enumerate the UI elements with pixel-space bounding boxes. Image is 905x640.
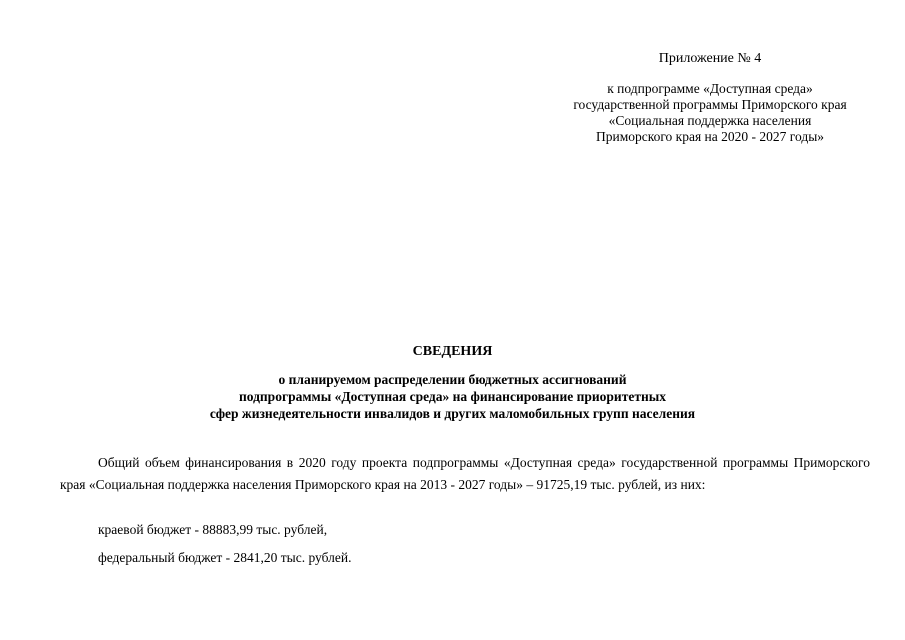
- annex-line: к подпрограмме «Доступная среда»: [607, 81, 813, 96]
- subtitle-line: сфер жизнедеятельности инвалидов и других маломобильных групп населения: [209, 406, 696, 421]
- regional-budget-item: краевой бюджет - 88883,99 тыс. рублей,: [98, 522, 328, 537]
- annex-line: Приморского края на 2020 - 2027 годы»: [595, 129, 825, 144]
- annex-line: государственной программы Приморского края: [573, 97, 847, 112]
- funding-paragraph: [60, 452, 870, 496]
- subtitle-line: подпрограммы «Доступная среда» на финансирование приоритетных: [238, 389, 667, 404]
- federal-budget-item: федеральный бюджет - 2841,20 тыс. рублей.: [98, 550, 352, 565]
- document-subtitle: [0, 371, 905, 422]
- annex-line: «Социальная поддержка населения: [608, 113, 812, 128]
- document-title: СВЕДЕНИЯ: [412, 344, 493, 359]
- subtitle-line: о планируемом распределении бюджетных ассигнований: [278, 372, 627, 387]
- funding-paragraph-text: Общий объем финансирования в 2020 году проекта подпрограммы «Доступная среда» государственной программы Приморского края «Социальная поддержка населения Приморского края на 2013 - 2027 годы» – 91725,19 тыс. рублей, из них:: [60, 455, 870, 492]
- annex-title: Приложение № 4: [658, 51, 762, 66]
- annex-reference: [540, 81, 880, 145]
